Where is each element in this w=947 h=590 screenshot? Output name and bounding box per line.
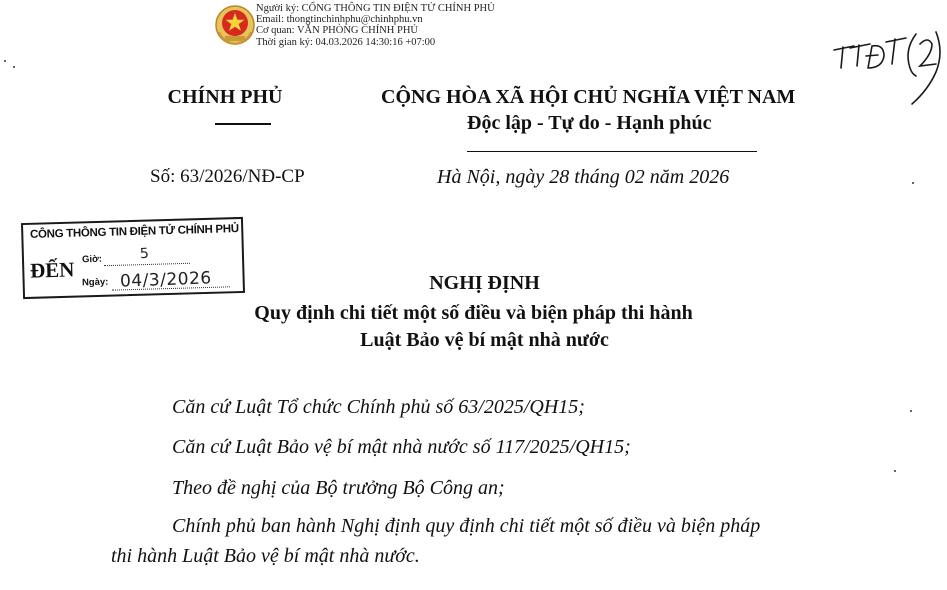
- stamp-hour-label: Giờ:: [81, 253, 103, 266]
- stamp-date-label: Ngày:: [81, 276, 109, 289]
- org-underline: [215, 123, 271, 125]
- signature-signer: Người ký: CỔNG THÔNG TIN ĐIỆN TỬ CHÍNH PHỦ: [256, 3, 495, 14]
- legal-basis-1: Căn cứ Luật Tổ chức Chính phủ số 63/2025/QH15;: [172, 396, 585, 418]
- digital-signature-info: [256, 3, 495, 48]
- legal-basis-3: Theo đề nghị của Bộ trưởng Bộ Công an;: [172, 477, 505, 499]
- place-and-date: Hà Nội, ngày 28 tháng 02 năm 2026: [437, 166, 730, 188]
- enactment-clause-line-2: thi hành Luật Bảo vệ bí mật nhà nước.: [111, 545, 420, 567]
- scan-speck: [910, 410, 912, 412]
- national-title: CỘNG HÒA XÃ HỘI CHỦ NGHĨA VIỆT NAM: [381, 86, 796, 108]
- stamp-date-value: 04/3/2026: [119, 268, 212, 292]
- document-type: NGHỊ ĐỊNH: [429, 272, 540, 294]
- stamp-header: CÔNG THÔNG TIN ĐIỆN TỬ CHÍNH PHỦ: [29, 223, 239, 241]
- scan-speck: [912, 182, 914, 184]
- national-emblem-icon: [213, 4, 257, 48]
- scan-speck: [13, 66, 15, 68]
- scan-speck: [894, 470, 896, 472]
- scan-speck: [4, 60, 6, 62]
- document-title-line-2: Luật Bảo vệ bí mật nhà nước: [360, 329, 609, 351]
- signature-email: Email: thongtinchinhphu@chinhphu.vn: [256, 14, 423, 26]
- signature-time: Thời gian ký: 04.03.2026 14:30:16 +07:00: [256, 36, 436, 48]
- national-motto: Độc lập - Tự do - Hạnh phúc: [467, 112, 712, 134]
- enactment-clause-line-1: Chính phủ ban hành Nghị định quy định chi tiết một số điều và biện pháp: [172, 515, 761, 537]
- stamp-hour-value: 5: [139, 245, 150, 263]
- motto-underline: [467, 151, 757, 152]
- legal-basis-2: Căn cứ Luật Bảo vệ bí mật nhà nước số 117/2025/QH15;: [172, 436, 631, 458]
- stamp-den-label: ĐẾN: [29, 257, 75, 283]
- handwritten-mark: [832, 28, 944, 108]
- document-number: Số: 63/2026/NĐ-CP: [150, 166, 305, 187]
- document-title-line-1: Quy định chi tiết một số điều và biện pháp thi hành: [254, 302, 693, 324]
- signature-agency: Cơ quan: VĂN PHÒNG CHÍNH PHỦ: [256, 25, 418, 37]
- issuing-org-name: CHÍNH PHỦ: [167, 86, 283, 108]
